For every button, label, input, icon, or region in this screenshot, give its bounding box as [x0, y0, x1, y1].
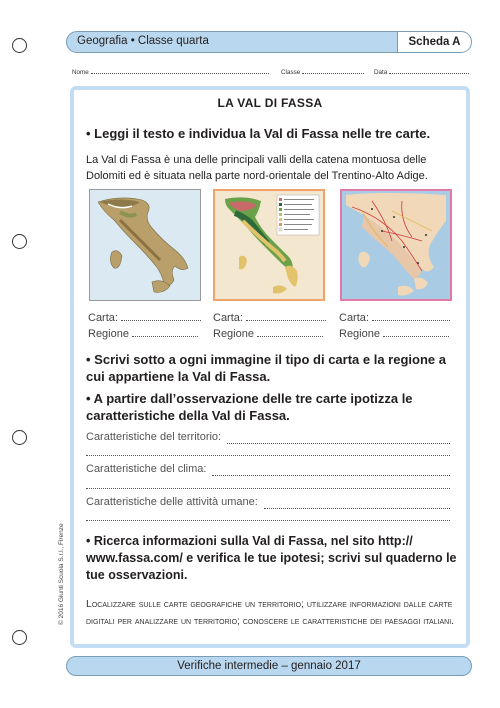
map2-type-field[interactable]: Carta: — [213, 312, 326, 325]
intro-text: La Val di Fassa è una delle principali valli della catena montuosa delle Dolomiti ed è situata nella parte nord-orientale del Trentino-Alto Adige. — [86, 154, 428, 182]
territory-answer-line[interactable] — [86, 454, 450, 456]
binder-hole-2 — [12, 234, 27, 249]
territory-characteristics-field[interactable]: Caratteristiche del territorio: — [86, 431, 450, 444]
subject-title: Geografia • Classe quarta — [77, 35, 209, 47]
copyright-notice: © 2016 Giunti Scuola S.r.l., Firenze — [58, 523, 65, 625]
political-map-image — [340, 189, 452, 301]
learning-objectives: Localizzare sulle carte geografiche un territorio; utilizzare informazioni dalle carte digitali per analizzare un territorio; conoscere le caratteristiche dei paesaggi italiani. — [86, 598, 455, 627]
name-label: Nome — [72, 69, 89, 76]
date-field[interactable] — [374, 68, 469, 76]
binder-hole-4 — [12, 630, 27, 645]
climate-characteristics-field[interactable]: Caratteristiche del clima: — [86, 463, 450, 476]
instruction-1: • Leggi il testo e individua la Val di Fassa nelle tre carte. — [86, 126, 431, 141]
activities-answer-line[interactable] — [86, 519, 450, 521]
instruction-3: • A partire dall’osservazione delle tre carte ipotizza le caratteristiche della Val di Fassa. — [86, 391, 413, 423]
class-label: Classe — [281, 69, 301, 76]
map2-region-field[interactable]: Regione — [213, 328, 323, 341]
worksheet-title: LA VAL DI FASSA — [217, 96, 323, 110]
instruction-4: • Ricerca informazioni sulla Val di Fassa, nel sito http:// www.fassa.com/ e verifica le tue ipotesi; scrivi sul quaderno le tue osservazioni. — [86, 534, 457, 582]
climate-map-image — [213, 189, 325, 301]
header-bar — [66, 31, 472, 53]
physical-map-image — [89, 189, 201, 301]
map3-region-field[interactable]: Regione — [339, 328, 449, 341]
binder-hole-3 — [12, 430, 27, 445]
activities-characteristics-field[interactable]: Caratteristiche delle attività umane: — [86, 496, 450, 509]
climate-answer-line[interactable] — [86, 487, 450, 489]
sheet-label: Scheda A — [397, 32, 471, 52]
binder-hole-1 — [12, 38, 27, 53]
map1-type-field[interactable]: Carta: — [88, 312, 201, 325]
footer-bar: Verifiche intermedie – gennaio 2017 — [66, 656, 472, 676]
map3-type-field[interactable]: Carta: — [339, 312, 450, 325]
date-label: Data — [374, 69, 388, 76]
map1-region-field[interactable]: Regione — [88, 328, 198, 341]
class-field[interactable] — [281, 68, 364, 76]
instruction-2: • Scrivi sotto a ogni immagine il tipo di carta e la regione a cui appartiene la Val di Fassa. — [86, 352, 446, 384]
name-field[interactable] — [72, 68, 269, 76]
